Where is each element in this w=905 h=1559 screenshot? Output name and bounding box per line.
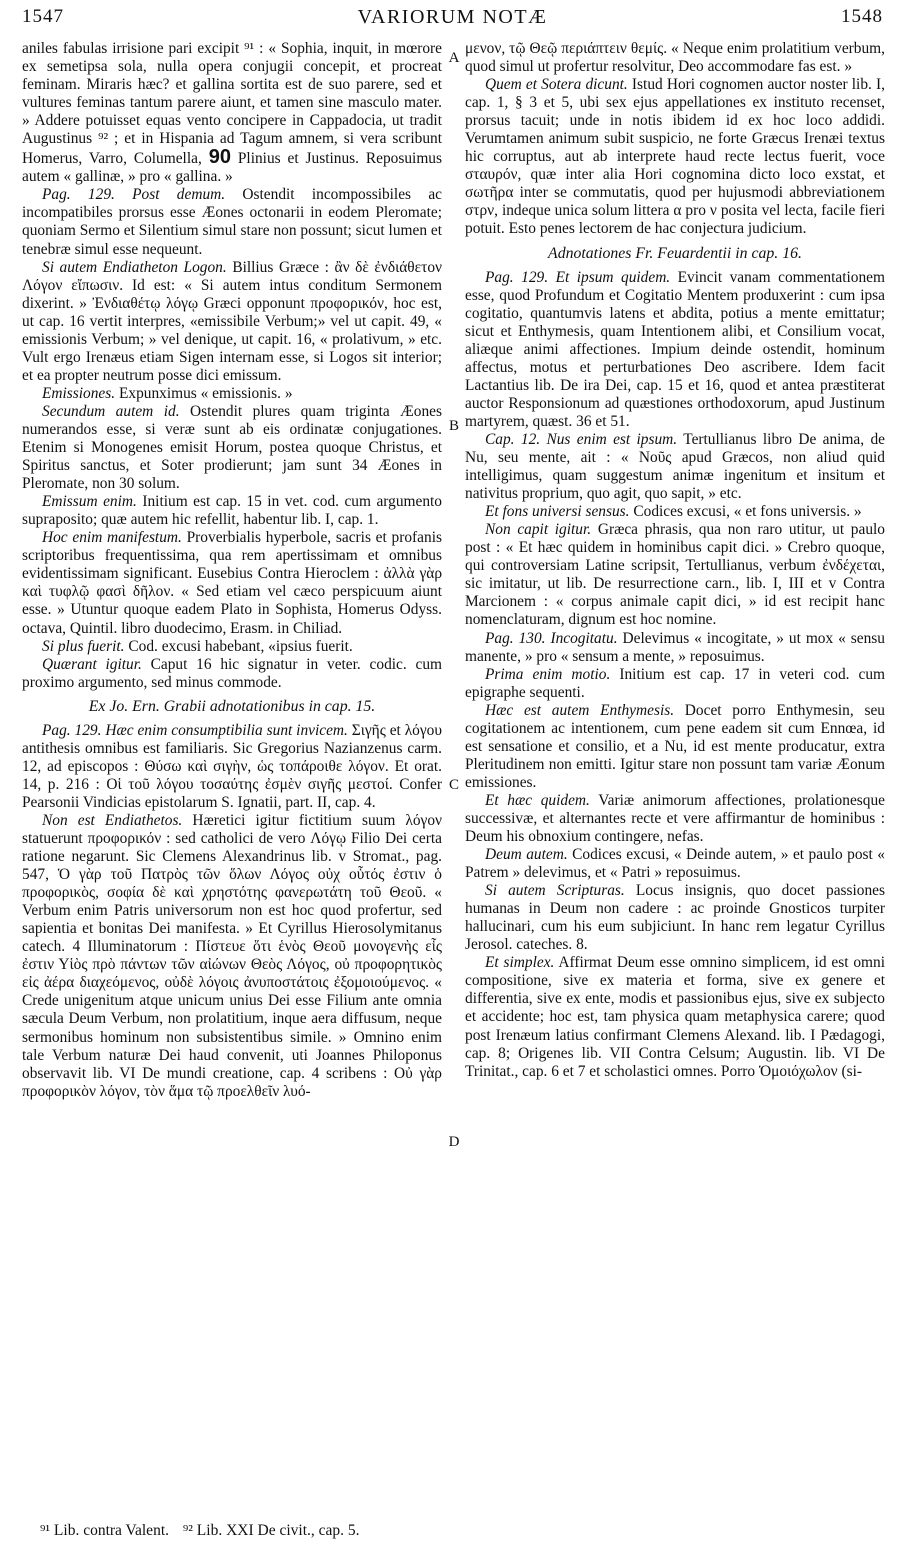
page-number-right: 1548 <box>841 6 883 27</box>
note <box>465 431 885 503</box>
lemma: Quem et Sotera dicunt. <box>485 76 628 94</box>
lemma: Et hæc quidem. <box>485 791 590 809</box>
note <box>22 259 442 385</box>
note-text: Hæretici igitur fictitium suum λόγον statuerunt προφορικόν : sed catholici de vero Λόγῳ Filio Dei certa ratione negarunt. Sic Clemens Alexandrinus lib. v Stromat., pag. 547, Ὁ γὰρ τοῦ Πατρὸς τῶν ὅλων Λόγος οὐχ οὗτός ἐστιν ὁ προφορικὸς, σοφία δὲ καὶ χρηστότης φανερωτάτη τοῦ Θεοῦ. « Verbum enim Patris universorum non est hoc quod profertur, sed sapientia et bonitas Dei manifesta. » Et Cyrillus Hierosolymitanus catech. 4 Illuminatorum : Πίστευε ὅτι ἑνὸς Θεοῦ μονογενὴς εἷς ἐστιν Υἱὸς πρὸ πάντων τῶν αἰώνων Θεὸς Λόγος, οὐ προφορητικὸς εἰς ἀέρα διαχεόμενος, οὐδὲ λόγοις ἀνυποστάτοις ἐξομοιούμενος. « Crede unigenitum atque unicum unius Dei esse Filium ante omnia sæcula Deum Verbum, non prolatitium, inque aera diffusum, neque sermonibus hominum non subsistentibus simile. » Omnino enim tale Verbum naturæ Dei haud convenit, uti Joannes Philoponus observavit lib. VI De mundi creatione, cap. 4 scribens : Οὐ γὰρ προφορικὸν λόγον, τὸν ἅμα τῷ προελθεῖν λυό- <box>22 811 442 1100</box>
lemma: Secundum autem id. <box>42 402 180 420</box>
note-text: Delevimus « incogitate, » ut mox « sensu manente, » pro « sensum a mente, » reposuimus. <box>465 629 885 665</box>
lemma: Non capit igitur. <box>485 521 592 539</box>
footnote: ⁹¹ Lib. contra Valent. <box>40 1522 169 1539</box>
note <box>465 792 885 846</box>
lemma: Deum autem. <box>485 846 568 864</box>
note <box>465 269 885 431</box>
note-text: Ostendit plures quam triginta Æones numerandos esse, si veræ sunt ab eis ordinatæ conjugationes. Etenim si Monogenes emisit Horum, postea quoque Christus, et Spiritus sanctus, et Soter prodierunt; jam sunt 34 Æones in Pleromate, non 30 solum. <box>22 402 442 493</box>
note <box>22 403 442 493</box>
note-text: Docet porro Enthymesin, seu cogitationem ac intentionem, cum pene eadem sit cum Ennœa, id est sensatione et consilio, et a Nu, id est mente producatur, extra Pleritudinem non emitti. Igitur stare non possunt tam variæ Æonum emissiones. <box>465 701 885 791</box>
paragraph: μενον, τῷ Θεῷ περιάπτειν θεμίς. « Neque enim prolatitium verbum, quod simul ut profertur resolvitur, Deo accommodare fas est. » <box>465 40 885 76</box>
note-text: Istud Hori cognomen auctor noster lib. I, cap. 1, § 3 et 5, ubi sex ejus appellationes ex instituto recenset, prorsus tacuit; unde in notis ibidem id ex hoc loco addidi. Verumtamen animum subit suspicio, ne forte Græcus Irenæi textus hic corruptus, aut ab interprete haud recte lectus fuerit, voce σταυρόν, quæ inter alia Hori cognomina dicto loco exstat, et σωτῆρα inter se commutatis, quod per hujusmodi abbreviationem στρν, indeque unica solum littera α pro ν posita vel lecta, facile fieri potuit. Esto penes lectorem de hac conjectura judicium. <box>465 76 885 238</box>
note-text: Affirmat Deum esse omnino simplicem, id est omni compositione, sive ex materia et forma, sive ex genere et differentia, sive ex ente, modis et passionibus ejus, sive ex subjecto et accidente; hoc est, tam physica quam metaphysica carere; quod post Irenæum latius confirmant Clemens Alexand. lib. I Pædagogi, cap. 8; Origenes lib. VII Contra Celsum; Augustin. lib. VI De Trinitat., cap. 6 et 7 et scholastici omnes. Porro Ὁμοιόχωλον (si- <box>465 954 885 1080</box>
paragraph-text: Plinius et Justinus. Reposuimus autem « gallinæ, » pro « gallina. » <box>22 150 442 186</box>
note <box>22 385 442 403</box>
note <box>465 503 885 521</box>
lemma: Hoc enim manifestum. <box>42 529 182 547</box>
section-heading: Adnotationes Fr. Feuardentii in cap. 16. <box>548 244 802 262</box>
lemma: Pag. 129. Et ipsum quidem. <box>485 268 671 286</box>
note-text: Proverbialis hyperbole, sacris et profanis scriptoribus frequentissima, qua rem apertissimam et omnibus evidentissimam significant. Eusebius Contra Hieroclem : ἀλλὰ γὰρ καὶ τυφλῷ φασὶ δῆλον. « Sed etiam vel cæco perspicuum aiunt esse. » Utuntur quoque eadem Plato in Sophista, Homerus Odyss. octava, Quintil. libro duodecimo, Erasm. in Chiliad. <box>22 529 442 637</box>
note <box>22 722 442 812</box>
note-text: Expunximus « emissionis. » <box>118 384 293 402</box>
lemma: Pag. 129. Hæc enim consumptibilia sunt invicem. <box>42 721 348 739</box>
margin-letter-c: C <box>448 777 459 793</box>
lemma: Pag. 130. Incogitatu. <box>485 629 618 647</box>
note <box>465 521 885 629</box>
paragraph-text: aniles fabulas irrisione pari excipit ⁹¹ : « Sophia, inquit, in mœrore ex semetipsa sola, nulla opera conjugii concepit, et procreat feminam. Miraris hæc? et gallina sortita est de suo parere, sed et vultures feminas tantum parere aiunt, et tamen sine masculo mater. » Addere potuisset equas vento concipere in Cappadocia, ut tradit Augustinus ⁹² ; et in Hispania ad Tagum amnem, si vera scribunt Homerus, Varro, Columella, <box>22 40 442 168</box>
lemma: Et fons universi sensus. <box>485 503 630 521</box>
page-badge: 90 <box>208 146 231 169</box>
lemma: Quærant igitur. <box>42 655 142 673</box>
left-column <box>22 40 442 1101</box>
margin-letter-b: B <box>448 418 459 434</box>
right-column <box>465 40 885 1081</box>
note-text: Codices excusi, « et fons universis. » <box>633 503 862 521</box>
note <box>465 702 885 792</box>
lemma: Emissum enim. <box>42 493 137 511</box>
lemma: Si plus fuerit. <box>42 637 125 655</box>
note-text: Initium est cap. 17 in veteri cod. cum epigraphe sequenti. <box>465 665 885 701</box>
running-header <box>22 6 883 36</box>
margin-letter-a: A <box>448 50 460 66</box>
footnote: ⁹² Lib. XXI De civit., cap. 5. <box>182 1522 360 1539</box>
note-text: Codices excusi, « Deinde autem, » et paulo post « Patrem » delevimus, et « Patri » reposuimus. <box>465 846 885 882</box>
note-text: Ostendit incompossibiles ac incompatibiles prorsus esse Æones octonarii in eodem Pleromate; quoniam Sermo et Silentium simul stare non possunt; sicut lumen et tenebræ simul esse nequeunt. <box>22 186 442 258</box>
note <box>465 666 885 702</box>
section-heading: Ex Jo. Ern. Grabii adnotationibus in cap. 15. <box>88 697 376 715</box>
note <box>465 76 885 238</box>
note <box>22 186 442 258</box>
footnotes <box>40 1522 370 1540</box>
note-text: Σιγῆς et λόγου antithesis omnibus est familiaris. Sic Gregorius Nazianzenus carm. 12, ad episcopos : Θύσω καὶ σιγὴν, ὡς τοπάροιθε λόγον. Et orat. 14, p. 216 : Οἱ τοῦ λόγου τοσαύτης ἐσμὲν σιγῆς μεστοί. Confer Pearsonii Vindicias epistolarum S. Ignatii, part. II, cap. 4. <box>22 721 442 811</box>
note <box>22 638 442 656</box>
note-text: Initium est cap. 15 in vet. cod. cum argumento supraposito; quæ autem hic refellit, habentur lib. I, cap. 1. <box>22 493 442 529</box>
note <box>465 882 885 954</box>
note-text: Caput 16 hic signatur in veter. codic. cum proximo argumento, sed minus commode. <box>22 655 442 691</box>
lemma: Non est Endiathetos. <box>42 811 183 829</box>
note-text: Cod. excusi habebant, «ipsius fuerit. <box>128 637 353 655</box>
note-text: Billius Græce : ἂν δὲ ἐνδιάθετον Λόγον εἴπωσιν. Id est: « Si autem intus conditum Sermonem dixerint. » Ἐνδιαθέτῳ λόγῳ Græci opponunt προφορικόν, hoc est, ut cap. 16 vertit interpres, «emissibile Verbum;» vel ut capit. 49, « emissionis Verbum; » vel denique, ut capit. 16, « prolativum, » etc. Vult ergo Irenæus etiam Sigen internam esse, si Logos sit interior; et ea propter neutrum posse dici emissum. <box>22 258 442 384</box>
note-text: Variæ animorum affectiones, prolationesque successivæ, et alternantes recte et vere affirmantur de hominibus : Deum his obnoxium contingere, nefas. <box>465 791 885 846</box>
note <box>22 493 442 529</box>
note-text: Locus insignis, quo docet passiones humanas in Deum non cadere : ac proinde Gnosticos turpiter hallucinari, cum his eum subjiciunt. In hanc rem legatur Cyrillus Jerosol. cateches. 8. <box>465 882 885 954</box>
note-text: Tertullianus libro De anima, de Nu, seu mente, ait : « Νοῦς apud Græcos, non aliud quid intelligimus, quam suggestum animæ ingenitum et insitum et nativitus proprium, quo agit, quo sapit, » etc. <box>465 430 885 503</box>
page-number-left: 1547 <box>22 6 64 27</box>
note <box>465 954 885 1080</box>
lemma: Et simplex. <box>485 954 555 972</box>
note <box>465 846 885 882</box>
lemma: Pag. 129. Post demum. <box>42 186 226 204</box>
margin-letter-d: D <box>448 1134 460 1150</box>
note <box>22 656 442 692</box>
note-text: Evincit vanam commentationem esse, quod Profundum et Cogitatio Mentem produxerint : cum ipsa cogitatio, quantumvis latens et abdita, potius a mente emittatur; sicut et Enthymesis, quam Intentionem alibi, et Consilium vocat, aliæque animi affectiones. Impium deinde ostendit, hominum affectus, motus et perturbationes Deo ascribere. Idem facit Lactantius lib. De ira Dei, cap. 15 et 16, quod et antea præstiterat auctor Responsionum ad quæstiones orthodoxorum, apud Justinum martyrem, quæst. 36 et 51. <box>465 268 885 430</box>
lemma: Prima enim motio. <box>485 665 611 683</box>
running-title: VARIORUM NOTÆ <box>357 6 548 28</box>
lemma: Hæc est autem Enthymesis. <box>485 701 675 719</box>
note <box>22 812 442 1101</box>
lemma: Si autem Endiatheton Logon. <box>42 258 227 276</box>
lemma: Cap. 12. Nus enim est ipsum. <box>485 430 678 448</box>
note <box>22 529 442 637</box>
note <box>465 630 885 666</box>
lemma: Si autem Scripturas. <box>485 882 625 900</box>
lemma: Emissiones. <box>42 384 116 402</box>
note-text: Græca phrasis, qua non raro utitur, ut paulo post : « Et hæc quidem in hominibus capit dici. » Crebro quoque, qui controversiam Latine scripsit, Tertullianus, verbum ἐνδέχεται, sic imitatur, ut lib. De resurrectione carn., lib. I, III et v Contra Marcionem : « corpus animale capit dici, » id est recipit hanc nomenclaturam, dignum est hoc nomine. <box>465 521 885 629</box>
paragraph <box>22 40 442 186</box>
